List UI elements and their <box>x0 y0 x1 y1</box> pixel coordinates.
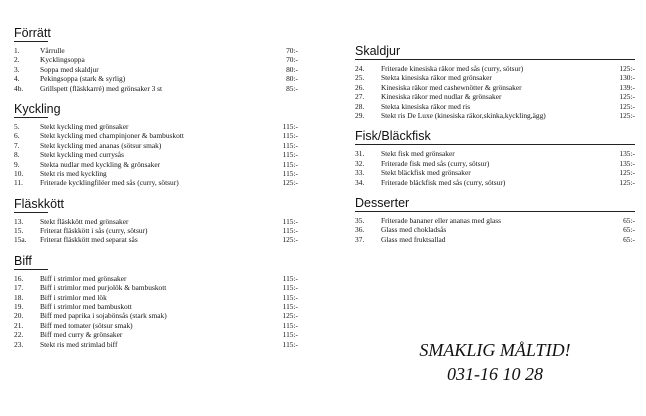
item-price: 80:- <box>286 74 298 84</box>
menu-item <box>14 74 304 83</box>
item-price: 115:- <box>282 150 298 160</box>
item-number: 7. <box>14 140 20 150</box>
menu-item <box>14 302 304 311</box>
menu-item <box>14 293 304 302</box>
item-price: 135:- <box>619 158 635 168</box>
item-number: 37. <box>355 234 365 244</box>
section-title: Biff <box>14 254 48 270</box>
item-number: 22. <box>14 330 24 340</box>
item-price: 125:- <box>619 177 635 187</box>
item-price: 125:- <box>282 311 298 321</box>
section-title: Kyckling <box>14 101 61 116</box>
menu-item <box>14 84 304 93</box>
menu-item <box>355 159 635 168</box>
item-price: 80:- <box>286 64 298 74</box>
item-number: 16. <box>14 273 24 283</box>
item-number: 27. <box>355 92 365 102</box>
menu-section <box>14 197 304 245</box>
menu-item <box>14 131 304 140</box>
item-price: 125:- <box>282 235 298 245</box>
item-number: 10. <box>14 168 24 178</box>
item-price: 115:- <box>282 226 298 236</box>
item-name: Kycklingsoppa <box>40 55 85 65</box>
menu-section <box>355 129 635 187</box>
item-price: 115:- <box>282 121 298 131</box>
item-number: 36. <box>355 225 365 235</box>
menu-item <box>14 122 304 131</box>
item-name: Friterade kinesiska räkor med sås (curry, sötsur) <box>381 64 524 73</box>
item-name: Stekta kinesiska räkor med grönsaker <box>381 73 492 83</box>
menu-section <box>355 196 635 244</box>
item-name: Biff med paprika i sojabönsås (stark smak) <box>40 311 167 321</box>
item-price: 115:- <box>282 302 298 312</box>
menu-item <box>14 340 304 349</box>
menu-item <box>14 46 304 55</box>
item-price: 125:- <box>282 178 298 188</box>
item-number: 34. <box>355 177 365 187</box>
item-number: 35. <box>355 215 365 225</box>
menu-item <box>355 178 635 187</box>
menu-item <box>14 330 304 339</box>
menu-item <box>14 65 304 74</box>
item-number: 18. <box>14 292 24 302</box>
item-price: 115:- <box>282 320 298 330</box>
phone-number: 031-16 10 28 <box>447 364 543 384</box>
menu-item <box>355 235 635 244</box>
menu-item <box>355 92 635 101</box>
item-price: 115:- <box>282 283 298 293</box>
menu-item <box>355 83 635 92</box>
menu-item <box>355 225 635 234</box>
item-price: 115:- <box>282 273 298 283</box>
item-price: 125:- <box>619 92 635 102</box>
item-price: 85:- <box>286 83 298 93</box>
item-name: Stekt kyckling med ananas (sötsur smak) <box>40 140 162 150</box>
item-name: Stekt bläckfisk med grönsaker <box>381 168 471 178</box>
item-number: 19. <box>14 302 24 312</box>
item-price: 130:- <box>619 73 635 83</box>
menu-item <box>14 274 304 283</box>
item-number: 32. <box>355 158 365 168</box>
item-number: 15a. <box>14 235 27 245</box>
menu-section <box>355 44 635 120</box>
item-number: 33. <box>355 168 365 178</box>
menu-item <box>355 73 635 82</box>
menu-left-column <box>14 26 304 358</box>
item-name: Stekt fläskkött med grönsaker <box>40 216 129 226</box>
section-title: Fläskkött <box>14 196 65 211</box>
menu-item <box>14 160 304 169</box>
item-price: 70:- <box>286 46 298 55</box>
item-number: 24. <box>355 64 365 73</box>
item-name: Soppa med skaldjur <box>40 64 99 74</box>
item-number: 8. <box>14 150 20 160</box>
menu-item <box>14 217 304 226</box>
item-name: Stekt fisk med grönsaker <box>381 149 455 159</box>
item-price: 115:- <box>282 330 298 340</box>
menu-item <box>355 168 635 177</box>
slogan: SMAKLIG MÅLTID! <box>419 340 571 360</box>
menu-section <box>14 26 304 93</box>
item-name: Pekingsoppa (stark & syrlig) <box>40 74 126 84</box>
menu-footer <box>395 338 595 386</box>
item-number: 17. <box>14 283 24 293</box>
menu-item <box>14 169 304 178</box>
item-name: Friterat fläskkött med separat sås <box>40 235 138 245</box>
menu-section <box>14 102 304 188</box>
item-price: 115:- <box>282 292 298 302</box>
menu-item <box>14 311 304 320</box>
item-name: Glass med chokladsås <box>381 225 447 235</box>
item-price: 125:- <box>619 64 635 73</box>
section-title: Skaldjur <box>355 44 635 60</box>
item-number: 3. <box>14 64 20 74</box>
menu-item <box>14 235 304 244</box>
item-name: Kinesiska räkor med nudlar & grönsaker <box>381 92 502 102</box>
item-price: 65:- <box>623 234 635 244</box>
item-number: 31. <box>355 149 365 159</box>
menu-item <box>355 216 635 225</box>
menu-item <box>14 226 304 235</box>
menu-item <box>355 149 635 158</box>
item-number: 21. <box>14 320 24 330</box>
item-number: 4. <box>14 74 20 84</box>
item-price: 115:- <box>282 131 298 141</box>
item-name: Friterat fläskkött i sås (curry, sötsur) <box>40 226 148 236</box>
item-price: 125:- <box>619 110 635 120</box>
section-title: Fisk/Bläckfisk <box>355 129 635 145</box>
item-name: Friterade bananer eller ananas med glass <box>381 215 502 225</box>
item-price: 65:- <box>623 225 635 235</box>
item-price: 135:- <box>619 149 635 159</box>
menu-item <box>355 102 635 111</box>
item-name: Biff med curry & grönsaker <box>40 330 123 340</box>
item-name: Friterade bläckfisk med sås (curry, sötsur) <box>381 177 506 187</box>
item-name: Biff i strimlor med bambuskott <box>40 302 132 312</box>
menu-item <box>355 111 635 120</box>
item-number: 25. <box>355 73 365 83</box>
item-name: Friterade kycklingfiléer med sås (curry, sötsur) <box>40 178 179 188</box>
item-name: Vårrulle <box>40 46 65 55</box>
item-price: 125:- <box>619 168 635 178</box>
item-number: 1. <box>14 46 20 55</box>
item-number: 15. <box>14 226 24 236</box>
item-price: 115:- <box>282 216 298 226</box>
item-price: 139:- <box>619 82 635 92</box>
item-number: 13. <box>14 216 24 226</box>
menu-item <box>14 178 304 187</box>
menu-item <box>14 141 304 150</box>
item-name: Biff i strimlor med purjolök & bambuskott <box>40 283 167 293</box>
item-name: Biff i strimlor med grönsaker <box>40 273 127 283</box>
item-name: Stekta nudlar med kyckling & grönsaker <box>40 159 161 169</box>
item-name: Biff med tomater (sötsur smak) <box>40 320 133 330</box>
item-name: Grillspett (fläskkarré) med grönsaker 3 st <box>40 83 163 93</box>
item-name: Stekt kyckling med currysås <box>40 150 124 160</box>
item-name: Stekt ris med kyckling <box>40 168 107 178</box>
item-number: 26. <box>355 82 365 92</box>
item-price: 65:- <box>623 215 635 225</box>
menu-item <box>355 64 635 73</box>
item-number: 5. <box>14 121 20 131</box>
item-number: 20. <box>14 311 24 321</box>
item-number: 9. <box>14 159 20 169</box>
item-price: 70:- <box>286 55 298 65</box>
menu-right-column <box>355 44 635 253</box>
menu-item <box>14 283 304 292</box>
item-name: Kinesiska räkor med cashewnötter & grönsaker <box>381 82 522 92</box>
item-price: 115:- <box>282 159 298 169</box>
item-name: Stekt ris De Luxe (kinesiska räkor,skinka,kyckling,ägg) <box>381 110 546 120</box>
menu-item <box>14 150 304 159</box>
item-name: Stekt ris med strimlad biff <box>40 339 118 349</box>
item-name: Stekt kyckling med grönsaker <box>40 121 129 131</box>
item-name: Stekt kyckling med champinjoner & bambuskott <box>40 131 184 141</box>
item-number: 2. <box>14 55 20 65</box>
menu-section <box>14 254 304 349</box>
item-price: 125:- <box>619 101 635 111</box>
item-price: 115:- <box>282 140 298 150</box>
item-name: Glass med fruktsallad <box>381 234 446 244</box>
menu-item <box>14 55 304 64</box>
item-number: 28. <box>355 101 365 111</box>
item-number: 23. <box>14 339 24 349</box>
menu-item <box>14 321 304 330</box>
item-number: 11. <box>14 178 23 188</box>
item-price: 115:- <box>282 339 298 349</box>
item-number: 6. <box>14 131 20 141</box>
item-name: Biff i strimlor med lök <box>40 292 107 302</box>
section-title: Desserter <box>355 196 635 212</box>
item-name: Stekta kinesiska räkor med ris <box>381 101 471 111</box>
item-number: 4b. <box>14 83 24 93</box>
section-title: Förrätt <box>14 26 51 40</box>
item-price: 115:- <box>282 168 298 178</box>
item-name: Friterade fisk med sås (curry, sötsur) <box>381 158 490 168</box>
item-number: 29. <box>355 110 365 120</box>
